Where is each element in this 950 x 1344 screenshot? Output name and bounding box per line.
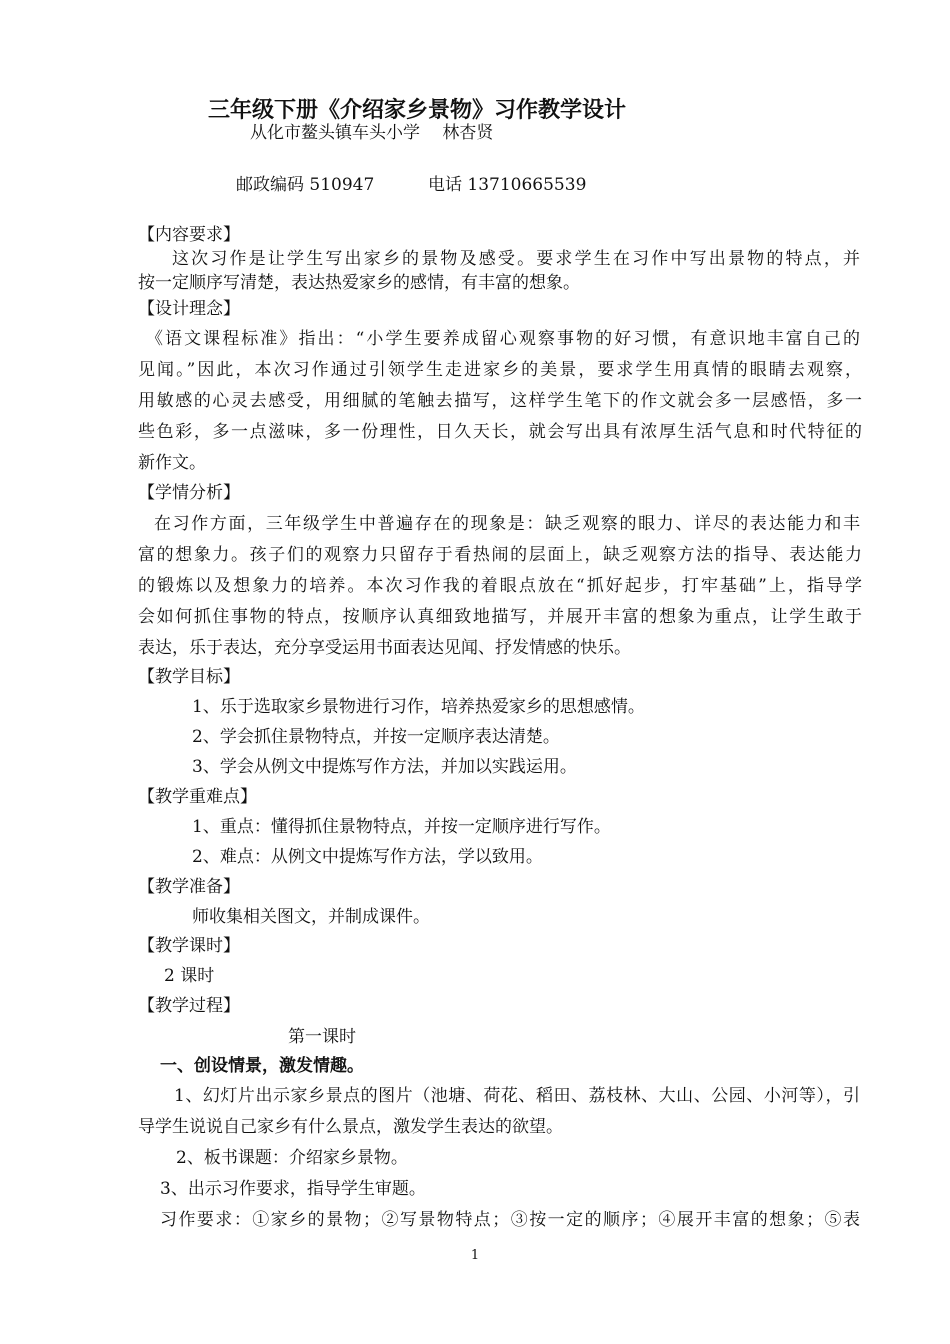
postal-code: 邮政编码 510947 [236,175,375,195]
content-req-line-2: 按一定顺序写清楚，表达热爱家乡的感情，有丰富的想象。 [138,273,580,293]
key-point-1: 1、重点：懂得抓住景物特点，并按一定顺序进行写作。 [192,817,611,837]
requirements-line: 习作要求：①家乡的景物；②写景物特点；③按一定的顺序；④展开丰富的想象；⑤表 [160,1210,860,1230]
analysis-line-3: 的锻炼以及想象力的培养。本次习作我的着眼点放在“抓好起步，打牢基础”上，指导学 [138,576,862,596]
analysis-line-4: 会如何抓住事物的特点，按顺序认真细致地描写，并展开丰富的想象为重点，让学生敢于 [138,607,862,627]
design-line-2: 见闻。”因此，本次习作通过引领学生走进家乡的美景，要求学生用真情的眼睛去观察， [138,360,862,380]
goal-item-3: 3、学会从例文中提炼写作方法，并加以实践运用。 [192,757,577,777]
heading-preparation: 【教学准备】 [138,877,240,897]
heading-teaching-goals: 【教学目标】 [138,667,240,687]
key-point-2: 2、难点：从例文中提炼写作方法，学以致用。 [192,847,543,867]
author-line: 从化市鳌头镇车头小学 林杏贤 [250,123,494,143]
class-hours-text: 2 课时 [164,966,215,986]
document-title: 三年级下册《介绍家乡景物》习作教学设计 [208,97,627,123]
heading-content-requirements: 【内容要求】 [138,225,240,245]
goal-item-1: 1、乐于选取家乡景物进行习作，培养热爱家乡的思想感情。 [192,697,645,717]
heading-design-concept: 【设计理念】 [138,299,240,319]
analysis-line-1: 在习作方面，三年级学生中普遍存在的现象是：缺乏观察的眼力、详尽的表达能力和丰 [154,514,860,534]
heading-student-analysis: 【学情分析】 [138,483,240,503]
step-1a-line-2: 导学生说说自己家乡有什么景点，激发学生表达的欲望。 [138,1117,563,1137]
heading-teaching-process: 【教学过程】 [138,996,240,1016]
phone-number: 电话 13710665539 [428,175,587,195]
content-req-line-1: 这次习作是让学生写出家乡的景物及感受。要求学生在习作中写出景物的特点，并 [172,249,860,269]
page-number: 1 [470,1248,480,1263]
heading-class-hours: 【教学课时】 [138,936,240,956]
preparation-text: 师收集相关图文，并制成课件。 [192,907,430,927]
lesson-one-label: 第一课时 [288,1027,356,1047]
analysis-line-5: 表达，乐于表达，充分享受运用书面表达见闻、抒发情感的快乐。 [138,638,631,658]
design-line-3: 用敏感的心灵去感受，用细腻的笔触去描写，这样学生笔下的作文就会多一层感悟，多一 [138,391,862,411]
design-line-5: 新作文。 [138,453,206,473]
heading-key-points: 【教学重难点】 [138,787,257,807]
goal-item-2: 2、学会抓住景物特点，并按一定顺序表达清楚。 [192,727,560,747]
step-1-heading: 一、创设情景，激发情趣。 [160,1056,364,1076]
analysis-line-2: 富的想象力。孩子们的观察力只留存于看热闹的层面上，缺乏观察方法的指导、表达能力 [138,545,862,565]
design-line-1: 《语文课程标准》指出：“小学生要养成留心观察事物的好习惯，有意识地丰富自己的 [146,329,860,349]
step-2-text: 2、板书课题：介绍家乡景物。 [176,1148,408,1168]
step-1a-line-1: 1、幻灯片出示家乡景点的图片（池塘、荷花、稻田、荔枝林、大山、公园、小河等），引 [174,1086,860,1106]
design-line-4: 些色彩，多一点滋味，多一份理性，日久天长，就会写出具有浓厚生活气息和时代特征的 [138,422,862,442]
step-3-text: 3、出示习作要求，指导学生审题。 [160,1179,426,1199]
